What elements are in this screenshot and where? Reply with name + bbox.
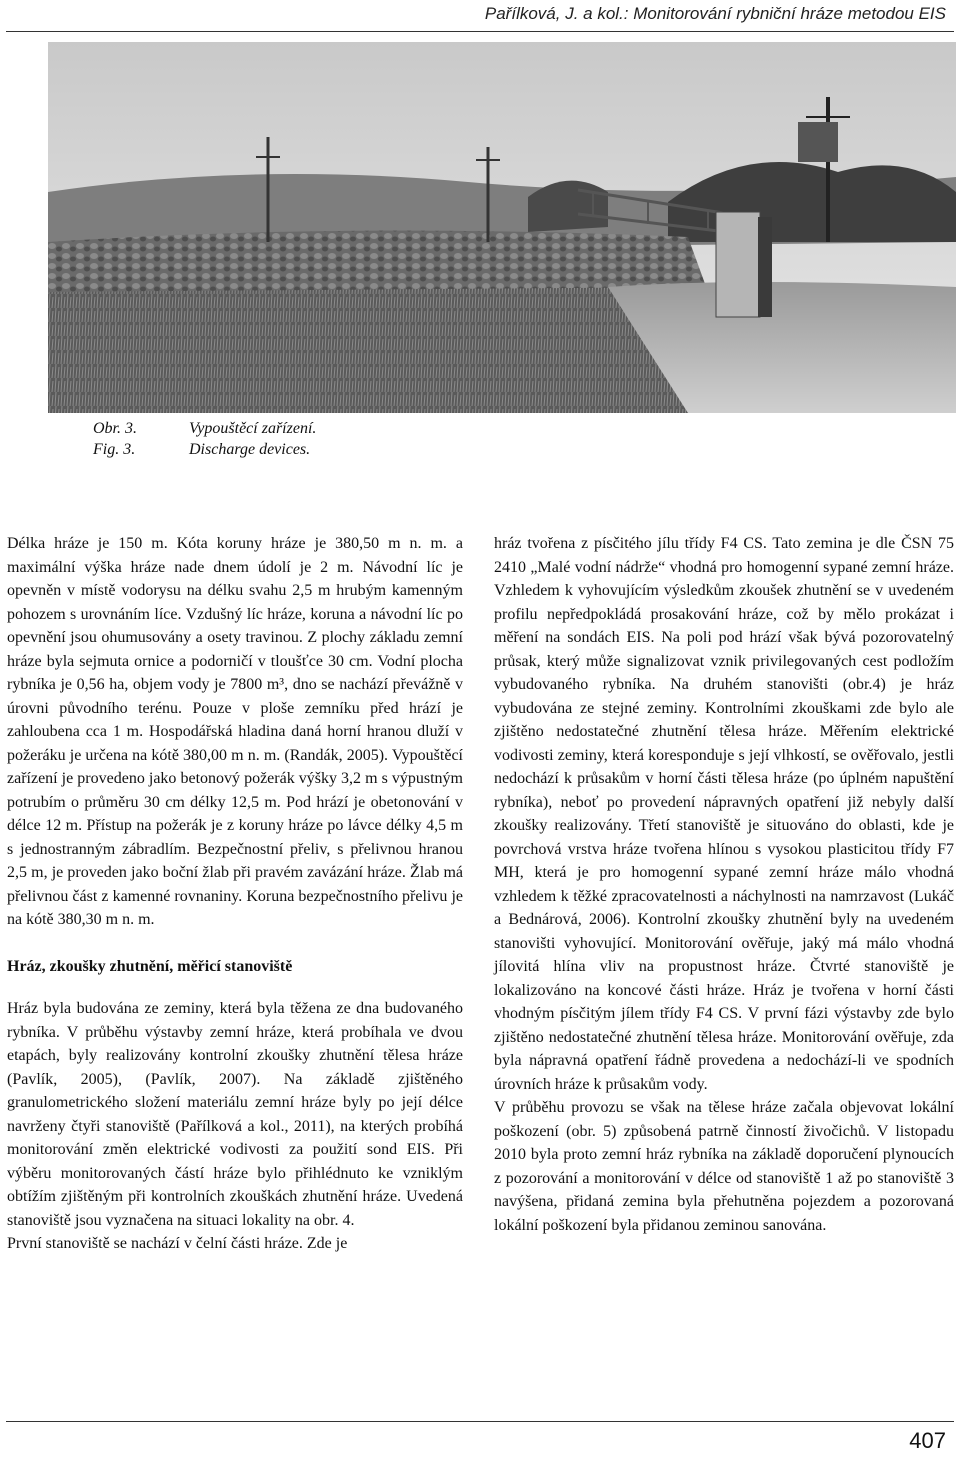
running-header: Pařílková, J. a kol.: Monitorování rybniční hráze metodou EIS <box>484 4 946 23</box>
footer-rule <box>6 1421 954 1422</box>
body-paragraph: Hráz byla budována ze zeminy, která byla těžena ze dna budovaného rybníka. V průběhu výstavby zemní hráze, která probíhala ve dvou etapách, byly realizovány kontrolní zkoušky zhutnění tělesa hráze (Pavlík, 2005), (Pavlík, 2007). Na základě zjištěného granulometrického složení materiálu zemní hráze byly po její délce navrženy čtyři stanoviště (Pařílková a kol., 2011), na kterých probíhá monitorování změn elektrické vodivosti za použití sond EIS. Při výběru monitorovaných částí hráze bylo přihlédnuto ke vzniklým obtížím zjištěným při kontrolních zkouškách zhutnění hráze. Uvedená stanoviště jsou vyznačena na situaci lokality na obr. 4. <box>7 1000 463 1229</box>
caption-text-cz: Vypouštěcí zařízení. <box>189 420 317 437</box>
discharge-device-photo <box>48 42 956 413</box>
left-column <box>7 532 463 1256</box>
body-paragraph: Délka hráze je 150 m. Kóta koruny hráze je 380,50 m n. m. a maximální výška hráze nade dnem údolí je 2 m. Návodní líc je opevněn v místě vodorysu na délku svahu 2,5 m hrubým kamenným pohozem s urovnáním líce. Vzdušný líc hráze, koruna a návodní líc po opevnění jsou ohumusovány a osety travinou. Z plochy základu zemní hráze byla sejmuta ornice a podorničí v tloušťce 30 cm. Vodní plocha rybníka je 0,56 ha, objem vody je 7800 m³, dno se nachází převážně v úrovni původního terénu. Pouze v ploše zemníku před hrází je zahloubena cca 1 m. Hospodářská hladina daná horní hranou dluží v požeráku je určena na kótě 380,00 m n. m. (Randák, 2005). Vypouštěcí zařízení je provedeno jako betonový požerák výšky 3,2 m s výpustným potrubím o průměru 30 cm délky 12,5 m. Pod hrází je obetonování v délce 12 m. Přístup na požerák je z koruny hráze po lávce délky 4,5 m s jednostranným zábradlím. Bezpečnostní přeliv, s přelivnou hranou 2,5 m, je proveden jako boční žlab při pravém zavázání hráze. Žlab má přelivnou část z kamenné rovnaniny. Koruna bezpečnostního přelivu je na kótě 380,30 m n. m. <box>7 535 463 928</box>
body-paragraph: V průběhu provozu se však na tělese hráze začala objevovat lokální poškození (obr. 5) způsobená patrně činností živočichů. V listopadu 2010 byla proto zemní hráz rybníka na základě doporučení plynoucích z pozorování a monitorování v délce od stanoviště 1 až po stanoviště 3 navýšena, přidaná zemina byla přehutněna pojezdem a pozorovaná lokální poškození byla přidanou zeminou sanována. <box>494 1099 954 1234</box>
figure-caption <box>93 418 316 460</box>
header-rule <box>6 31 954 32</box>
body-paragraph: hráz tvořena z písčitého jílu třídy F4 CS. Tato zemina je dle ČSN 75 2410 „Malé vodní nádrže“ vhodná pro homogenní sypané zemní hráze. Vzhledem k vyhovujícím výsledkům zkoušek zhutnění se v uvedeném profilu nepředpokládá prosakování hráze, což by mělo prokázat i měření na sondách EIS. Na poli pod hrází však bývá pozorovatelný průsak, který může signalizovat vznik privilegovaných cest podložím vybudovaného rybníka. Na druhém stanovišti (obr.4) je hráz vybudována ze stejné zeminy. Kontrolními zkouškami zde bylo ale zjištěno nedostatečné zhutnění tělesa hráze. Měřením elektrické vodivosti zeminy, která koresponduje s její vlhkostí, se ověřovalo, jestli nedochází k průsakům v horní části tělesa hráze (po úplném napuštění rybníka), neboť po provedení nápravných opatření již nebyly další zkoušky realizovány. Třetí stanoviště je situováno do oblasti, kde je povrchová vrstva hráze tvořena hlínou s vysokou plasticitou třídy F7 MH, která je pro homogenní sypané zemní hráze málo vhodná vzhledem k těžké zpracovatelnosti a náchylnosti na namrzavost (Lukáč a Bednárová, 2006). Kontrolní zkoušky zhutnění byly na uvedeném stanovišti vyhovující. Monitorování ověřuje, jaký má málo vhodná jílovitá hlína vliv na propustnost hráze. Čtvrté stanoviště je lokalizováno na koncové části hráze. Hráz je tvořena v horní části vhodným písčitým jílem třídy F4 CS. V první fázi výstavby zde bylo zjištěno nedostatečné zhutnění tělesa hráze. Monitorování ověřuje, zda byla nápravná opatření řádně provedena a nedochází-li ve spodních úrovních hráze k průsakům vody. <box>494 535 954 1093</box>
right-column <box>494 532 954 1237</box>
caption-text-en: Discharge devices. <box>189 441 311 458</box>
caption-label-cz: Obr. 3. <box>93 420 138 437</box>
page-number: 407 <box>909 1428 946 1453</box>
caption-label-en: Fig. 3. <box>93 441 136 458</box>
section-heading: Hráz, zkoušky zhutnění, měřicí stanoviště <box>7 957 293 975</box>
body-paragraph: První stanoviště se nachází v čelní části hráze. Zde je <box>7 1235 348 1252</box>
